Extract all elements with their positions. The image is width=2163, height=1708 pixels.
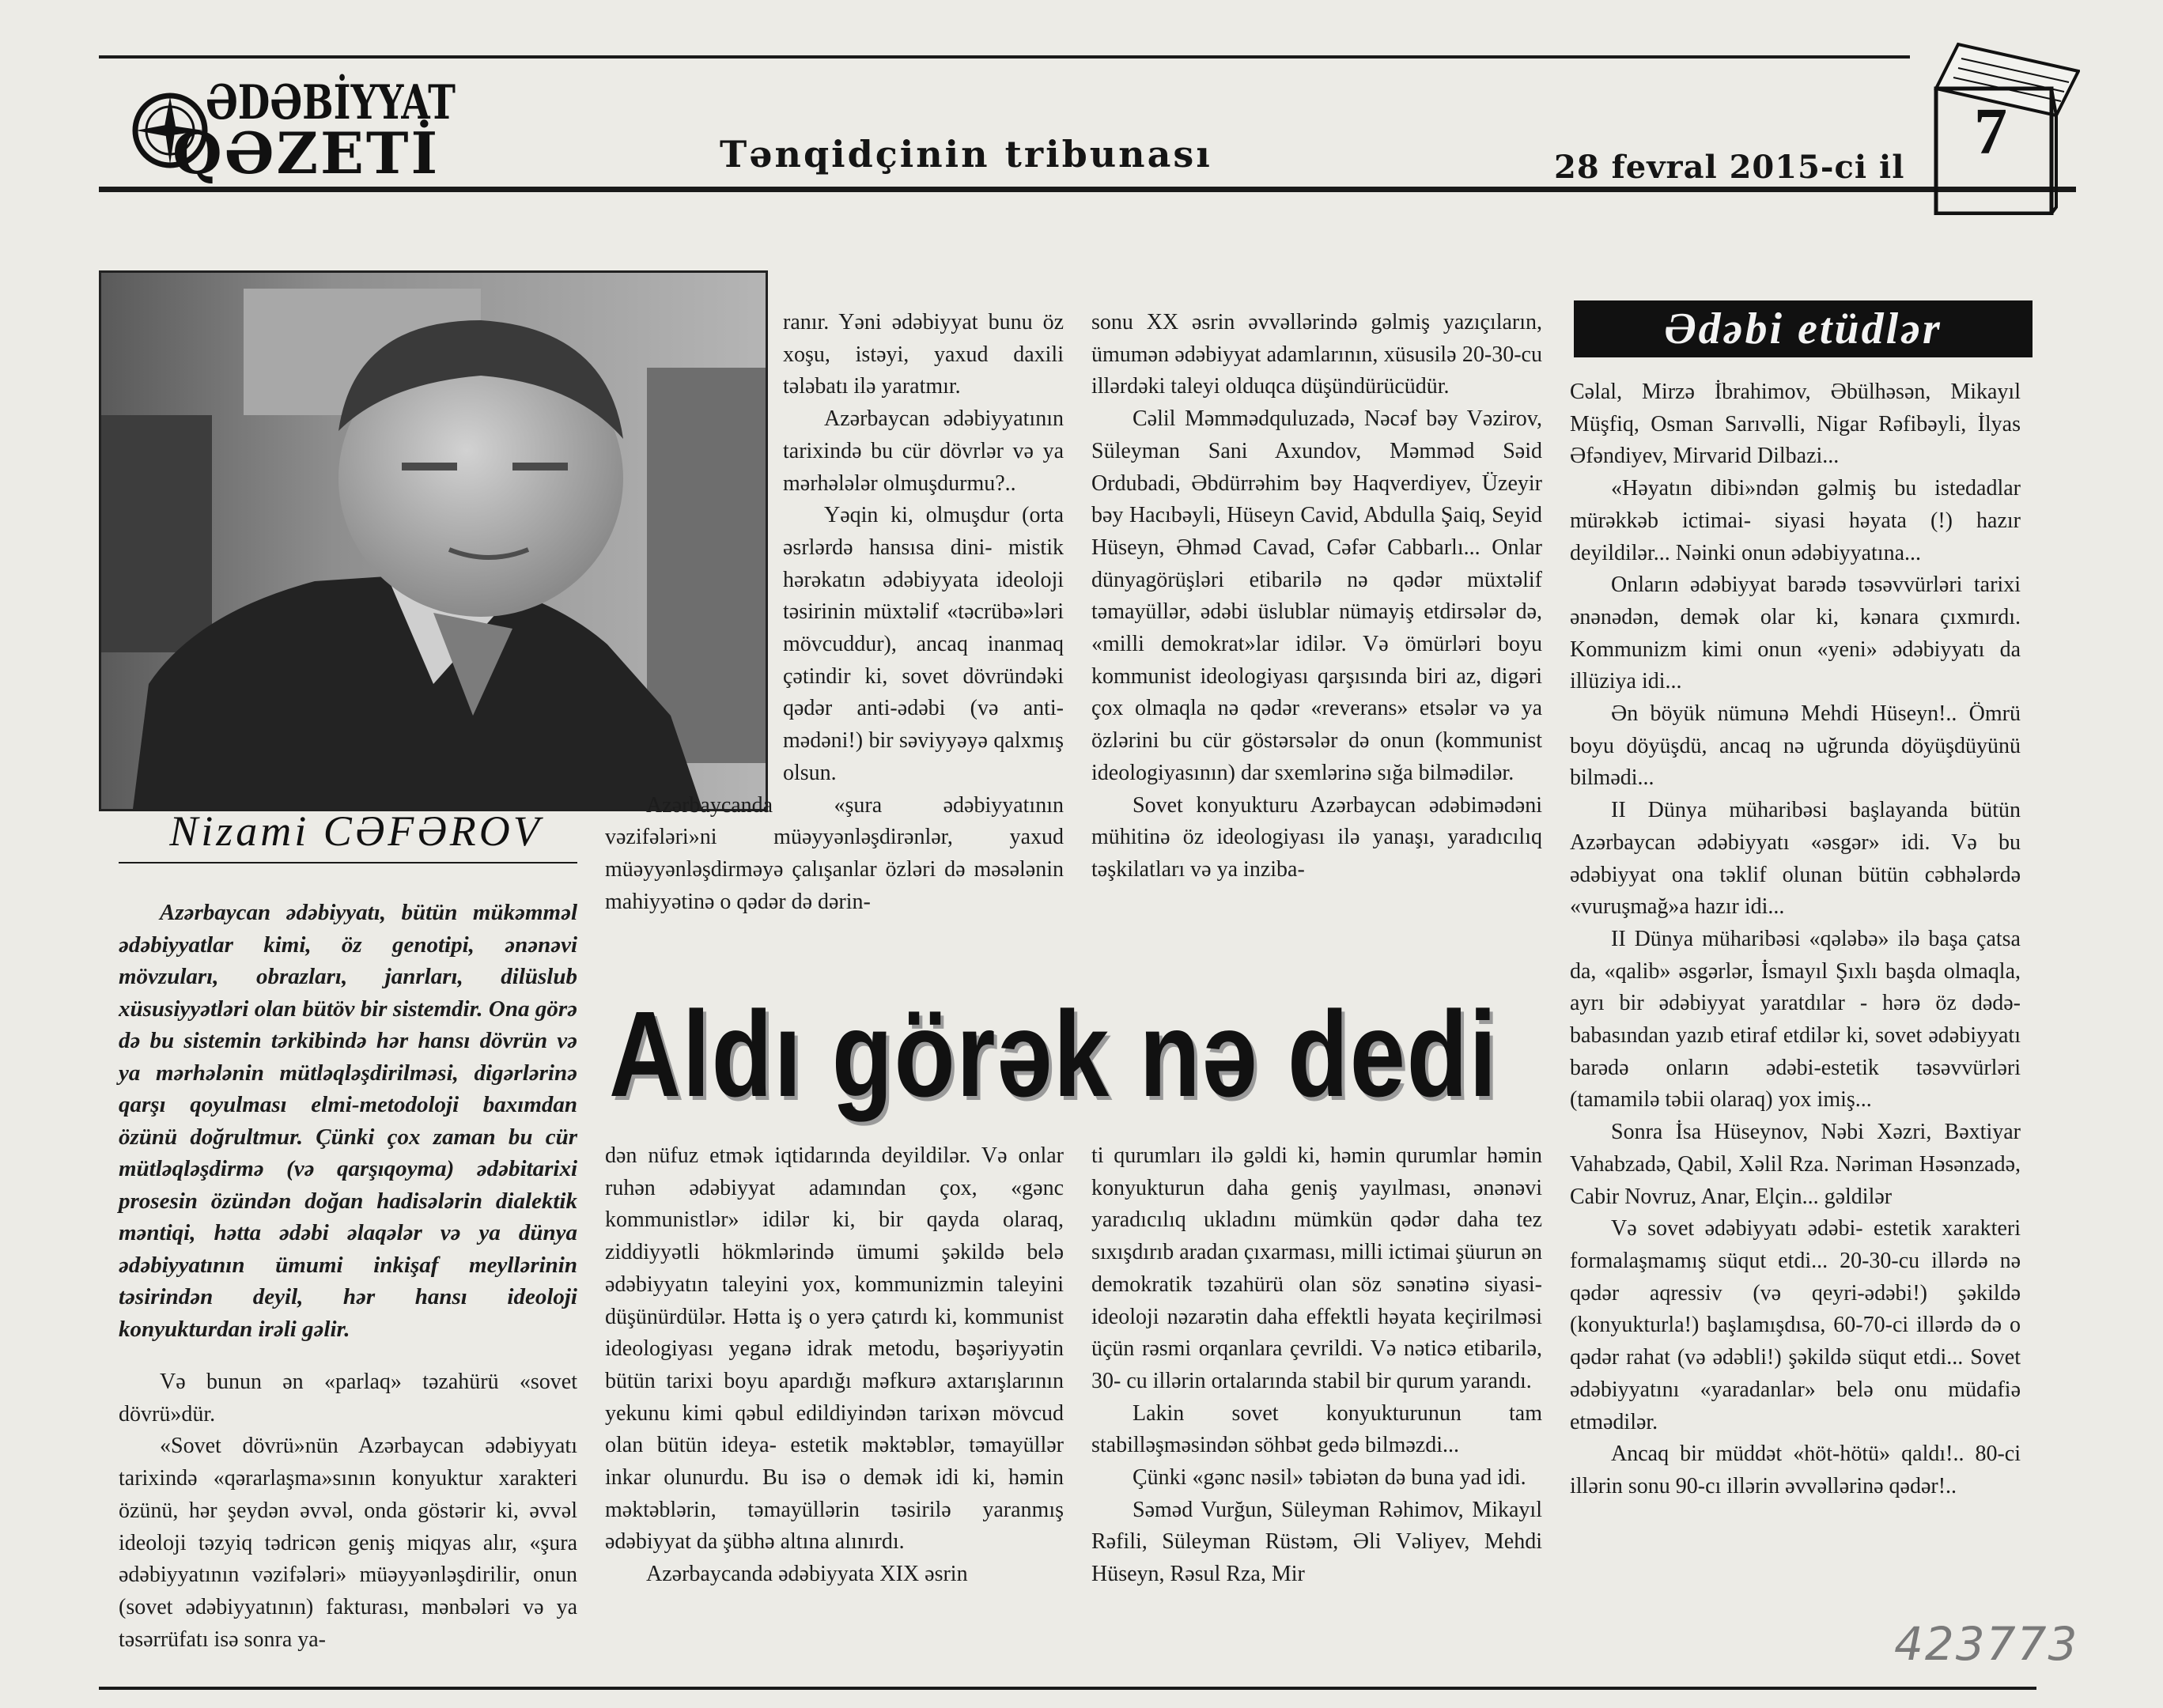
archive-inventory-mark: 423773 (1894, 1617, 2079, 1671)
section-title: Tənqidçinin tribunası (720, 133, 1212, 176)
paragraph: Və sovet ədəbiyyatı ədəbi- estetik xarakteri formalaşmamış süqut etdi... 20-30-cu illərdə nə qədər aqressiv (və qeyri-ədəbi!) şəkildə (konyukturla!) başlamışdısa, 60-70-ci illərdə də o qədər rahat (və ədəbli!) şəkildə süqut etdi... Sovet ədəbiyyatını «yaradanlar» belə onu müdafiə etmədilər. (1570, 1216, 2021, 1434)
paragraph: Çünki «gənc nəsil» təbiətən də buna yad idi. (1133, 1465, 1526, 1491)
page-bottom-rule (99, 1687, 2036, 1690)
author-underline (119, 862, 577, 863)
paragraph: Səməd Vurğun, Süleyman Rəhimov, Mikayıl Rəfili, Süleyman Rüstəm, Əli Vəliyev, Mehdi Hüseyn, Rəsul Rza, Mir (1091, 1497, 1542, 1587)
page-number-box (1930, 40, 2080, 215)
paragraph: Cəlil Məmmədquluzadə, Nəcəf bəy Vəzirov, Süleyman Sani Axundov, Məmməd Səid Ordubadi, Əbdürrəhim bəy Haqverdiyev, Üzeyir bəy Hacıbəyli, Hüseyn Cavid, Abdulla Şaiq, Seyid Hüseyn, Əhməd Cavad, Cəfər Cabbarlı... Onlar dünyagörüşləri etibarilə nə qədər müxtəlif təmayüllər, ədəbi üslublar nümayiş etdirsələr də, «milli demokrat»lar idilər. Və ömürləri boyu kommunist ideologiyası qarşısında biri az, digəri çox olmaqla nə qədər «reverans» etsələr və ya özlərini bu cür göstərsələr də onun (kommunist ideologiyasının) dar sxemlərinə sığa bilmədilər. (1091, 406, 1542, 785)
paragraph: «Sovet dövrü»nün Azərbaycan ədəbiyyatı tarixində «qərarlaşma»sının konyuktur xarakteri özünü, hər şeydən əvvəl, onda göstərir ki, əvvəl ideoloji təzyiq tədricən geniş miqyas alır, «şura ədəbiyyatının vəzifələri» müəyyənləşdirilir, onun (sovet ədəbiyyatının) fakturası, mənbələri və ya təsərrüfatı isə sonra ya- (119, 1434, 577, 1652)
paragraph: ti qurumları ilə gəldi ki, həmin qurumlar həmin konyukturun daha geniş yayılması, ənənəvi yaradıcılıq ukladını mümkün qədər daha tez sıxışdırıb aradan çıxarması, milli ictimai şüurun ən demokratik təzahürü olan söz sənətinə siyasi-ideoloji nəzarətin daha effektli həyata keçirilməsi üçün rəsmi orqanlara çevrildi. Və nəticə etibarilə, 30- cu illərin ortalarında stabil bir qurum yarandı. (1091, 1143, 1542, 1393)
paragraph: Sovet konyukturu Azərbaycan ədəbimədəni mühitinə öz ideologiyası ilə yanaşı, yaradıcılıq təşkilatları və ya inziba- (1091, 792, 1542, 882)
paragraph: Azərbaycan ədəbiyyatının tarixində bu cür dövrlər və ya mərhələlər olmuşdurmu?.. (783, 406, 1064, 496)
paragraph: ranır. Yəni ədəbiyyat bunu öz xoşu, istəyi, yaxud daxili tələbatı ilə yaratmır. (783, 310, 1064, 399)
column-1-body (119, 1366, 577, 1656)
paragraph: II Dünya müharibəsi başlayanda bütün Azərbaycan ədəbiyyatı «əsgər» idi. Və bu ədəbiyyat ona təklif olunan bütün cəbhələrdə «vuruşmağ»a hazır idi... (1570, 798, 2021, 920)
paragraph: Və bunun ən «parlaq» təzahürü «sovet dövrü»dür. (119, 1370, 577, 1426)
paragraph: Ancaq bir müddət «höt-hötü» qaldı!.. 80-ci illərin sonu 90-cı illərin əvvəllərinə qədər!.. (1570, 1442, 2021, 1498)
paragraph: Sonra İsa Hüseynov, Nəbi Xəzri, Bəxtiyar Vahabzadə, Qabil, Xəlil Rza. Nəriman Həsənzadə, Cabir Novruz, Anar, Elçin... gəldilər (1570, 1120, 2021, 1209)
column-3-bottom (1091, 1140, 1542, 1591)
paragraph: Azərbaycanda ədəbiyyata XIX əsrin (646, 1562, 968, 1587)
masthead-top-rule (99, 55, 1910, 59)
paragraph: Onların ədəbiyyat barədə təsəvvürləri tarixi ənənədən, demək olar ki, kənara çıxmırdı. Kommunizm kimi onun «yeni» ədəbiyyatı da illüziya idi... (1570, 572, 2021, 694)
paragraph: Ən böyük nümunə Mehdi Hüseyn!.. Ömrü boyu döyüşdü, ancaq nə uğrunda döyüşdüyünü bilmədi... (1570, 701, 2021, 791)
paragraph: sonu XX əsrin əvvəllərində gəlmiş yazıçıların, ümumən ədəbiyyat adamlarının, xüsusilə 20-30-cu illərdəki taleyi olduqca düşündürücüdür. (1091, 310, 1542, 399)
masthead-bottom-rule (99, 187, 2076, 192)
lead-paragraph: Azərbaycan ədəbiyyatı, bütün mükəmməl ədəbiyyatlar kimi, öz genotipi, ənənəvi mövzuları, obrazları, janrları, dilüslub xüsusiyyətləri olan bütöv bir sistemdir. Ona görə də bu sistemin tərkibində hər hansı dövrün və ya mərhələnin mütləqləşdirilməsi, digərlərinə qarşı qoyulması elmi-metodoloji baxımdan özünü doğrultmur. Çünki çox zaman bu cür mütləqləşdirmə (və qarşıqoyma) ədəbitarixi prosesin özündən doğan hadisələrin dialektik məntiqi, hətta ədəbi əlaqələr və ya dünya ədəbiyyatının ümumi inkişaf meyllərinin təsirindən deyil, hər hansı ideoloji konyukturdan irəli gəlir. (119, 900, 577, 1342)
page-number: 7 (1974, 95, 2007, 168)
issue-date: 28 fevral 2015-ci il (1554, 149, 1905, 186)
column-2-bottom (605, 1140, 1064, 1591)
paragraph: Azərbaycanda «şura ədəbiyyatının vəzifələri»ni müəyyənləşdirənlər, yaxud müəyyənləşdirməyə çalışanlar özləri də məsələnin mahiyyətinə o qədər də dərin- (605, 792, 1064, 914)
paragraph: Lakin sovet konyukturunun tam stabilləşməsindən söhbət gedə bilməzdi... (1091, 1400, 1542, 1458)
newspaper-logo (127, 75, 459, 187)
article-headline: Aldı görək nə dedi (609, 986, 1499, 1122)
paragraph: dən nüfuz etmək iqtidarında deyildilər. Və onlar ruhən ədəbiyyat adamından çox, «gənc kommunistlər» idilər ki, bir qayda olaraq, ziddiyyətli hökmlərində ümumi şəkildə belə ədəbiyyatın taleyini yox, kommunizmin taleyini düşünürdülər. Hətta iş o yerə çatırdı ki, kommunist ideologiyası yeganə idrak metodu, bəşəriyyətin bütün tarixi boyu apardığı məfkurə axtarışlarının yekunu kimi qəbul edildiyindən tarixən mövcud olan bütün ideya- estetik məktəblər, təmayüllər inkar olunurdu. Bu isə o demək idi ki, həmin məktəblərin, təmayüllərin təsirilə yaranmış ədəbiyyat da şübhə altına alınırdı. (605, 1143, 1064, 1555)
column-3-top (1091, 307, 1542, 886)
column-2-top (605, 307, 1064, 918)
paragraph: II Dünya müharibəsi «qələbə» ilə başa çatsa da, «qalib» əsgərlər, İsmayıl Şıxlı başda olmaqla, ayrı bir ədəbiyyat yaratdılar - hərə öz dədə-babasından yazıb etiraf etdilər ki, sovet ədəbiyyatı barədə onların ədəbi-estetik təsəvvürləri (tamamilə təbii olaraq) yox imiş... (1570, 926, 2021, 1113)
author-name: Nizami CƏFƏROV (169, 807, 543, 855)
column-4-body (1570, 376, 2021, 1503)
article-lead (119, 897, 577, 1345)
logo-word-qazeti: QƏZETİ (172, 119, 441, 187)
paragraph: Yəqin ki, olmuşdur (orta əsrlərdə hansısa dini- mistik hərəkatın ədəbiyyata ideoloji təsirinin müxtəlif «təcrübə»ləri mövcuddur), ancaq inanmaq çətindir ki, sovet dövründəki qədər anti-ədəbi (və anti-mədəni!) bir səviyyəyə qalxmış olsun. (783, 503, 1064, 785)
paragraph: Cəlal, Mirzə İbrahimov, Əbülhəsən, Mikayıl Müşfiq, Osman Sarıvəlli, Nigar Rəfibəyli, İlyas Əfəndiyev, Mirvarid Dilbazi... (1570, 380, 2021, 469)
paragraph: «Həyatın dibi»ndən gəlmiş bu istedadlar mürəkkəb ictimai- siyasi həyata (!) hazır deyildilər... Nəinki onun ədəbiyyatına... (1570, 476, 2021, 565)
logo-word-adabiyyat: ƏDƏBİYYAT (206, 75, 456, 130)
rubric-banner: Ədəbi etüdlər (1574, 300, 2033, 357)
